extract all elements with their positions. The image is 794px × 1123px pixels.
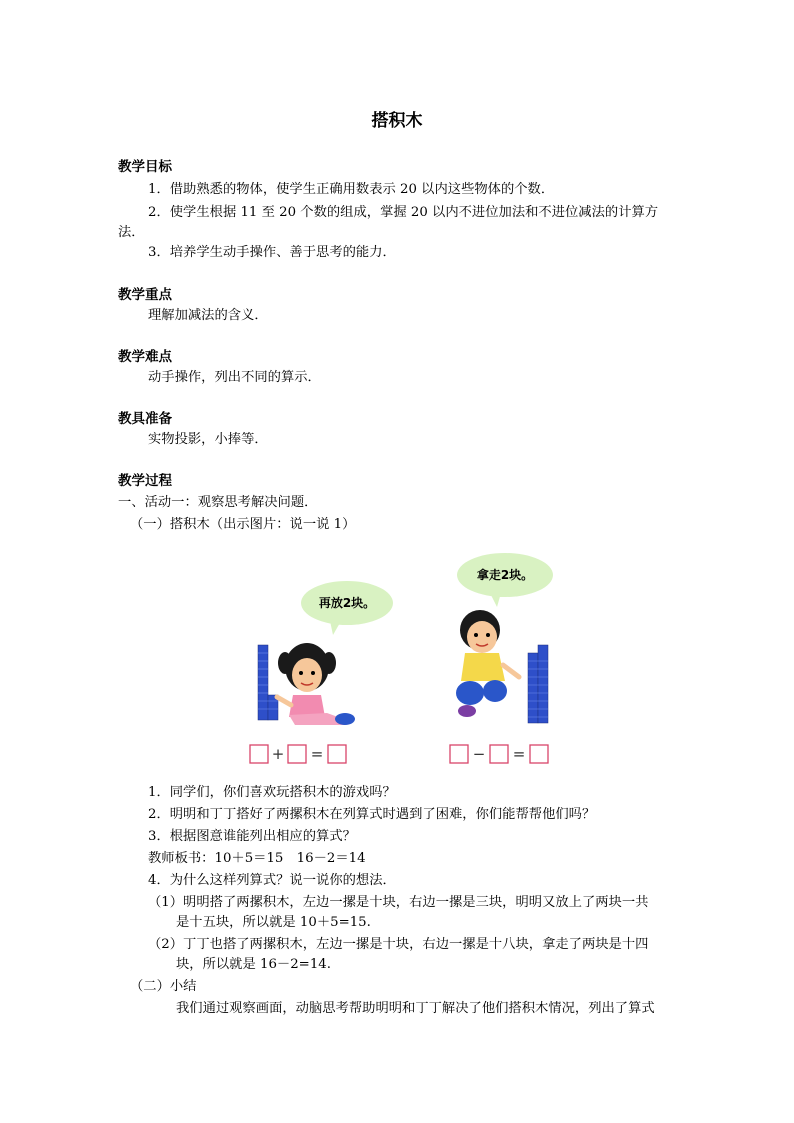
board-writing: 教师板书：10＋5＝15 16－2＝14 [148,851,366,866]
page-title: 搭积木 [371,111,423,131]
plus-sign: + [271,745,285,763]
key-points-text: 理解加减法的含义． [148,308,268,323]
heading-goals: 教学目标 [118,159,172,175]
activity-one: 一、活动一：观察思考解决问题． [118,495,318,510]
block-stack-right [528,645,548,723]
question-item: 4．为什么这样列算式？说一说你的想法． [148,873,396,888]
heading-process: 教学过程 [118,473,172,489]
explanation-item: （1）明明搭了两摞积木，左边一摞是十块，右边一摞是三块，明明又放上了两块一共 [148,895,649,910]
answer-box [490,745,508,763]
goal-item: 1．借助熟悉的物体，使学生正确用数表示 20 以内这些物体的个数． [148,182,555,197]
equals-sign: = [310,745,324,763]
explanation-item-continued: 是十五块，所以就是 10＋5=15. [176,915,371,930]
answer-box [288,745,306,763]
answer-box [328,745,346,763]
goal-item: 2．使学生根据 11 至 20 个数的组成，掌握 20 以内不进位加法和不进位减法的计算方 [148,205,659,220]
heading-materials: 教具准备 [118,411,172,427]
equals-sign: = [512,745,526,763]
speech-bubble-left-text: 再放2块。 [318,596,376,610]
heading-key-points: 教学重点 [118,287,172,303]
subsection-one: （一）搭积木（出示图片：说一说 1） [130,517,356,532]
heading-difficulty: 教学难点 [118,349,172,365]
minus-sign: − [472,745,486,763]
subsection-two: （二）小结 [130,979,197,994]
goal-item: 3．培养学生动手操作、善于思考的能力． [148,245,396,260]
explanation-item: （2）丁丁也搭了两摞积木，左边一摞是十块，右边一摞是十八块，拿走了两块是十四 [148,937,649,952]
goal-item-continued: 法． [118,225,145,240]
question-item: 3．根据图意谁能列出相应的算式？ [148,829,356,844]
summary-text: 我们通过观察画面，动脑思考帮助明明和丁丁解决了他们搭积木情况，列出了算式 [176,1001,655,1016]
building-blocks-illustration [245,545,565,775]
answer-box [450,745,468,763]
girl-figure [277,643,355,725]
difficulty-text: 动手操作，列出不同的算示． [148,370,321,385]
materials-text: 实物投影，小捧等． [148,432,268,447]
explanation-item-continued: 块，所以就是 16－2=14. [176,957,331,972]
boy-figure [456,610,519,717]
question-item: 1．同学们，你们喜欢玩搭积木的游戏吗？ [148,785,396,800]
answer-box [530,745,548,763]
answer-box [250,745,268,763]
question-item: 2．明明和丁丁搭好了两摞积木在列算式时遇到了困难，你们能帮帮他们吗？ [148,807,596,822]
speech-bubble-right-text: 拿走2块。 [476,568,534,582]
